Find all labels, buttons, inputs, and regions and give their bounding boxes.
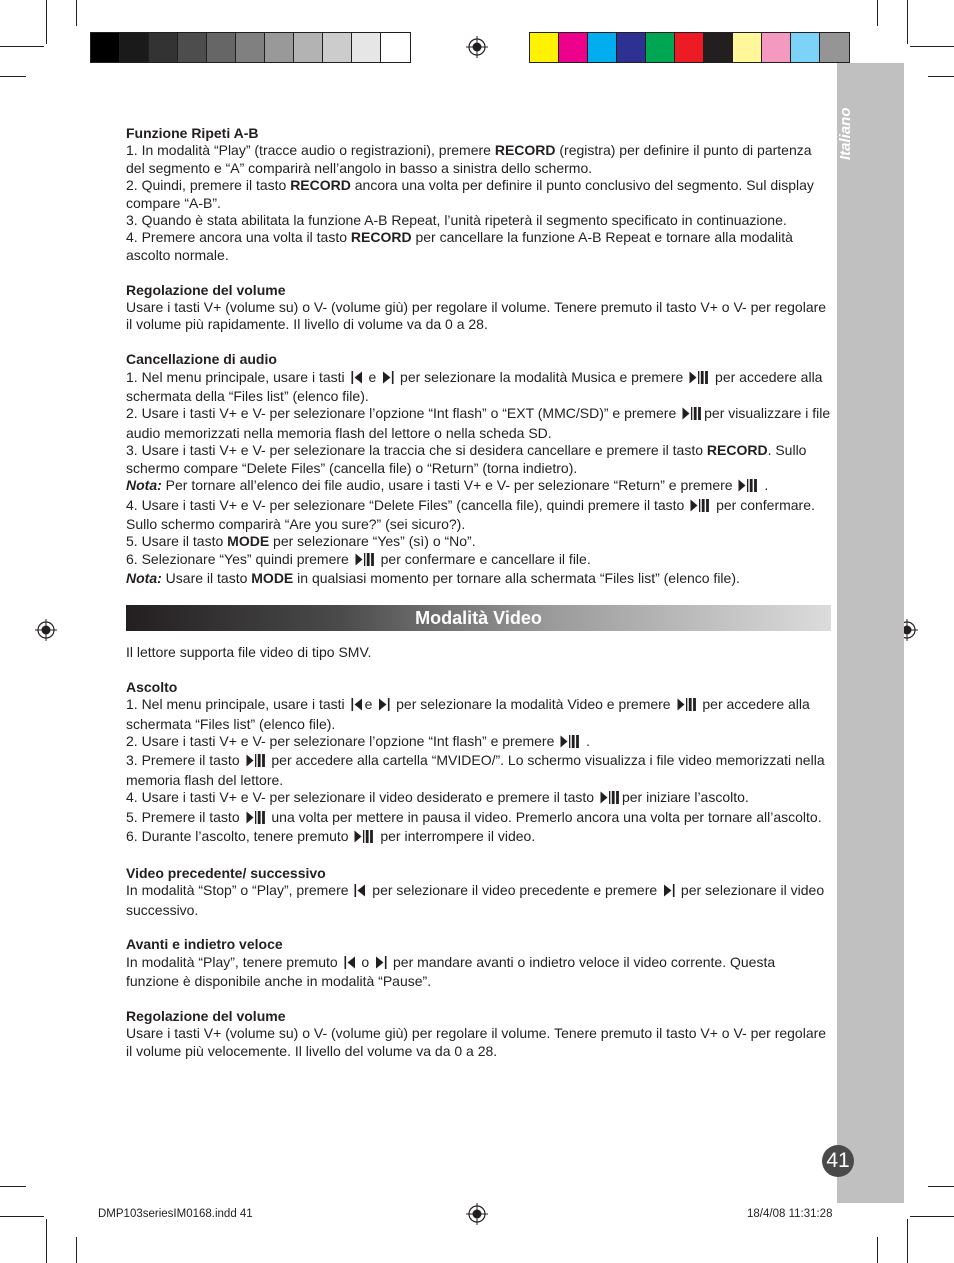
text: per mandare avanti o indietro veloce il video corrente. Questa funzione è disponibile anche in modalità “Pause”. xyxy=(126,953,776,990)
volume-audio-section xyxy=(126,282,831,334)
play-pause-icon xyxy=(677,698,697,715)
text: 2. Quindi, premere il tasto xyxy=(126,177,291,194)
text: 5. Premere il tasto xyxy=(126,808,244,825)
crop-mark xyxy=(0,1216,44,1217)
text: una volta per mettere in pausa il video. Premerlo ancora una volta per tornare all’ascolto. xyxy=(267,808,822,825)
sidebar-language-label: Italiano xyxy=(837,107,854,160)
crop-mark xyxy=(76,1237,77,1263)
text: per iniziare l’ascolto. xyxy=(621,789,749,806)
text: . xyxy=(760,477,769,494)
text: per accedere alla schermata “Files list” (elenco file). xyxy=(126,696,810,732)
language-sidebar xyxy=(837,63,904,1203)
grayscale-color-bar xyxy=(90,32,411,63)
paragraph xyxy=(126,229,831,264)
color-swatch xyxy=(178,33,207,62)
crop-mark xyxy=(0,76,26,77)
text: Per tornare all’elenco dei file audio, usare i tasti V+ e V- per selezionare “Return” e premere xyxy=(161,477,737,494)
section-heading: Video precedente/ successivo xyxy=(126,864,326,881)
text: 4. Premere ancora una volta il tasto xyxy=(126,229,351,246)
skip-previous-icon xyxy=(354,884,366,901)
skip-next-icon xyxy=(663,884,675,901)
paragraph: Usare i tasti V+ (volume su) o V- (volume giù) per regolare il volume. Tenere premuto il tasto V+ o V- per regolare il volume più rapidamente. Il livello di volume va da 0 a 28. xyxy=(126,299,827,333)
section-heading: Avanti e indietro veloce xyxy=(126,936,283,953)
key-label: RECORD xyxy=(706,442,768,459)
text: per selezionare “Yes” (sì) o “No”. xyxy=(269,533,476,550)
color-swatch xyxy=(323,33,352,62)
text: 3. Usare i tasti V+ e V- per selezionare la traccia che si desidera cancellare e premere il tasto xyxy=(126,442,707,459)
text: 3. Premere il tasto xyxy=(126,752,244,769)
paragraph xyxy=(126,442,831,477)
crop-mark xyxy=(0,1186,26,1187)
process-color-bar xyxy=(529,32,850,63)
note xyxy=(126,570,831,587)
volume-video-section xyxy=(126,1008,831,1060)
text: 4. Usare i tasti V+ e V- per selezionare il video desiderato e premere il tasto xyxy=(126,789,598,806)
play-pause-icon xyxy=(682,407,702,424)
text: . Sullo schermo compare “Delete Files” (cancella file) o “Return” (torna indietro). xyxy=(126,442,807,476)
color-swatch xyxy=(381,33,410,62)
text: per accedere alla cartella “MVIDEO/”. Lo schermo visualizza i file video memorizzati nella memoria flash del lettore. xyxy=(126,752,825,788)
text: ancora una volta per definire il punto conclusivo del segmento. Sul display compare “A-B”. xyxy=(126,177,814,211)
color-swatch xyxy=(617,33,646,62)
video-intro-section xyxy=(126,644,831,661)
registration-mark-icon xyxy=(466,1203,488,1225)
color-swatch xyxy=(120,33,149,62)
skip-next-icon xyxy=(375,956,387,973)
playback-section xyxy=(126,679,831,848)
text: In modalità “Play”, tenere premuto xyxy=(126,953,342,970)
text: 5. Usare il tasto xyxy=(126,533,228,550)
page-content xyxy=(126,125,831,1060)
key-label: RECORD xyxy=(494,142,556,159)
text: per selezionare la modalità Musica e premere xyxy=(396,368,688,385)
text: per accedere alla schermata della “Files list” (elenco file). xyxy=(126,368,823,405)
skip-previous-icon xyxy=(351,698,363,715)
play-pause-icon xyxy=(690,499,710,516)
skip-next-icon xyxy=(378,698,390,715)
paragraph xyxy=(126,551,831,570)
paragraph: 3. Quando è stata abilitata la funzione A-B Repeat, l’unità ripeterà il segmento specificato in continuazione. xyxy=(126,212,787,229)
text: per selezionare il video successivo. xyxy=(126,882,825,918)
note xyxy=(126,477,831,496)
text: per cancellare la funzione A-B Repeat e tornare alla modalità ascolto normale. xyxy=(126,229,793,263)
registration-mark-icon xyxy=(35,619,57,641)
text: per visualizzare i file audio memorizzati nella memoria flash del lettore o nella scheda SD. xyxy=(126,405,831,441)
text: per selezionare il video precedente e premere xyxy=(368,882,662,899)
text: per confermare. Sullo schermo comparirà “Are you sure?” (sei sicuro?). xyxy=(126,496,815,532)
text: e xyxy=(364,368,381,385)
crop-mark xyxy=(877,0,878,26)
play-pause-icon xyxy=(355,553,375,570)
color-swatch xyxy=(733,33,762,62)
play-pause-icon xyxy=(246,754,266,771)
color-swatch xyxy=(588,33,617,62)
section-heading: Regolazione del volume xyxy=(126,281,286,298)
text: 2. Usare i tasti V+ e V- per selezionare l’opzione “Int flash” o “EXT (MMC/SD)” e premere xyxy=(126,405,681,422)
crop-mark xyxy=(877,1237,878,1263)
crop-mark xyxy=(46,1219,47,1263)
paragraph xyxy=(126,954,831,991)
key-label: MODE xyxy=(251,570,294,587)
ab-repeat-section xyxy=(126,125,831,264)
color-swatch xyxy=(352,33,381,62)
color-swatch xyxy=(675,33,704,62)
color-swatch xyxy=(820,33,849,62)
paragraph xyxy=(126,789,831,808)
key-label: MODE xyxy=(227,533,270,550)
color-swatch xyxy=(646,33,675,62)
paragraph xyxy=(126,142,831,177)
crop-mark xyxy=(907,0,908,44)
video-mode-banner: Modalità Video xyxy=(126,605,831,631)
text: In modalità “Stop” o “Play”, premere xyxy=(126,882,353,899)
text: e xyxy=(364,696,377,713)
play-pause-icon xyxy=(689,371,709,388)
footer-timestamp: 18/4/08 11:31:28 xyxy=(747,1208,833,1220)
paragraph: Il lettore supporta file video di tipo SMV. xyxy=(126,643,372,660)
paragraph xyxy=(126,177,831,212)
text: per selezionare la modalità Video e premere xyxy=(392,696,675,713)
text: in qualsiasi momento per tornare alla schermata “Files list” (elenco file). xyxy=(293,570,740,587)
text: (registra) per definire il punto di partenza del segmento e “A” comparirà nell’angolo in basso a sinistra dello schermo. xyxy=(126,142,812,176)
section-heading: Ascolto xyxy=(126,678,178,695)
color-swatch xyxy=(791,33,820,62)
text: o xyxy=(357,953,374,970)
text: per confermare e cancellare il file. xyxy=(376,550,591,567)
note-label: Nota: xyxy=(126,570,162,587)
text: 6. Durante l’ascolto, tenere premuto xyxy=(126,827,353,844)
section-heading: Funzione Ripeti A-B xyxy=(126,125,259,141)
text: 1. Nel menu principale, usare i tasti xyxy=(126,368,349,385)
skip-next-icon xyxy=(382,371,394,388)
crop-mark xyxy=(910,46,954,47)
crop-mark xyxy=(928,1186,954,1187)
color-swatch xyxy=(91,33,120,62)
text: 6. Selezionare “Yes” quindi premere xyxy=(126,550,353,567)
play-pause-icon xyxy=(246,811,266,828)
crop-mark xyxy=(910,1216,954,1217)
section-heading: Cancellazione di audio xyxy=(126,351,277,368)
color-swatch xyxy=(236,33,265,62)
paragraph: Usare i tasti V+ (volume su) o V- (volume giù) per regolare il volume. Tenere premuto il tasto V+ o V- per regolare il volume più velocemente. Il livello del volume va da 0 a 28. xyxy=(126,1025,827,1059)
paragraph xyxy=(126,882,831,919)
color-swatch xyxy=(559,33,588,62)
registration-mark-icon xyxy=(466,36,488,58)
page-number: 41 xyxy=(822,1145,854,1177)
prev-next-video-section xyxy=(126,865,831,919)
text: 4. Usare i tasti V+ e V- per selezionare “Delete Files” (cancella file), quindi premere il tasto xyxy=(126,496,689,513)
text: 1. Nel menu principale, usare i tasti xyxy=(126,696,349,713)
color-swatch xyxy=(265,33,294,62)
paragraph xyxy=(126,369,831,406)
color-swatch xyxy=(207,33,236,62)
crop-mark xyxy=(928,76,954,77)
text: 1. In modalità “Play” (tracce audio o registrazioni), premere xyxy=(126,142,495,159)
color-swatch xyxy=(294,33,323,62)
text: 2. Usare i tasti V+ e V- per selezionare l’opzione “Int flash” e premere xyxy=(126,732,559,749)
crop-mark xyxy=(907,1219,908,1263)
paragraph xyxy=(126,752,831,789)
paragraph xyxy=(126,809,831,828)
key-label: RECORD xyxy=(290,177,351,194)
skip-previous-icon xyxy=(351,371,363,388)
paragraph xyxy=(126,497,831,534)
paragraph xyxy=(126,696,831,733)
color-swatch xyxy=(762,33,791,62)
key-label: RECORD xyxy=(350,229,412,246)
text: Usare il tasto xyxy=(161,570,252,587)
crop-mark xyxy=(76,0,77,26)
play-pause-icon xyxy=(354,830,374,847)
text: . xyxy=(582,732,591,749)
play-pause-icon xyxy=(600,791,620,808)
paragraph xyxy=(126,533,831,550)
paragraph xyxy=(126,733,831,752)
delete-audio-section xyxy=(126,351,831,587)
paragraph xyxy=(126,405,831,442)
note-label: Nota: xyxy=(126,477,162,494)
crop-mark xyxy=(0,46,44,47)
text: per interrompere il video. xyxy=(376,827,536,844)
play-pause-icon xyxy=(738,479,758,496)
color-swatch xyxy=(530,33,559,62)
color-swatch xyxy=(149,33,178,62)
paragraph xyxy=(126,828,831,847)
footer-filename: DMP103seriesIM0168.indd 41 xyxy=(98,1208,253,1220)
crop-mark xyxy=(46,0,47,44)
play-pause-icon xyxy=(560,735,580,752)
color-swatch xyxy=(704,33,733,62)
fast-forward-rewind-section xyxy=(126,936,831,990)
skip-previous-icon xyxy=(344,956,356,973)
section-heading: Regolazione del volume xyxy=(126,1007,286,1024)
